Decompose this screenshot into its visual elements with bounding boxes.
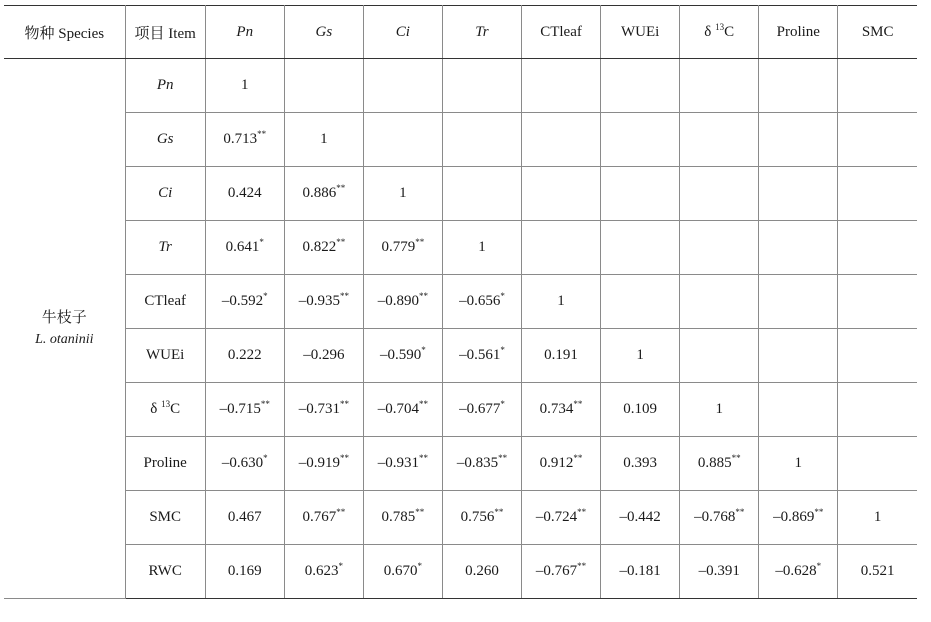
correlation-cell <box>759 437 838 491</box>
correlation-value: 1 <box>636 347 644 363</box>
correlation-value: –0.935 <box>298 293 340 309</box>
significance-marker: * <box>500 399 505 409</box>
row-item-label: CTleaf <box>125 275 205 329</box>
correlation-value: –0.677 <box>459 401 501 417</box>
correlation-value: –0.767 <box>535 563 578 579</box>
correlation-cell <box>284 275 363 329</box>
column-header: δ $^{13}$C <box>680 6 759 59</box>
row-item-label: WUEi <box>125 329 205 383</box>
correlation-cell <box>284 329 363 383</box>
correlation-cell <box>680 167 759 221</box>
correlation-cell <box>522 545 601 599</box>
correlation-cell <box>680 275 759 329</box>
correlation-cell <box>205 221 284 275</box>
correlation-cell <box>838 491 917 545</box>
correlation-cell <box>680 545 759 599</box>
correlation-cell <box>363 545 442 599</box>
correlation-cell <box>363 329 442 383</box>
correlation-cell <box>284 59 363 113</box>
correlation-cell <box>442 383 521 437</box>
correlation-value: 0.670 <box>383 563 418 579</box>
correlation-value: –0.869 <box>773 509 815 525</box>
correlation-value: 0.779 <box>381 239 416 255</box>
correlation-cell <box>680 437 759 491</box>
correlation-cell <box>442 221 521 275</box>
correlation-value: 0.734 <box>539 401 574 417</box>
correlation-cell <box>363 275 442 329</box>
correlation-value: –0.768 <box>694 509 736 525</box>
correlation-value: 0.713 <box>223 131 258 147</box>
correlation-cell <box>601 113 680 167</box>
table-row <box>4 491 917 545</box>
correlation-cell <box>363 221 442 275</box>
row-item-label: Ci <box>125 167 205 221</box>
correlation-cell <box>759 59 838 113</box>
significance-marker: ** <box>573 453 583 463</box>
column-header: Tr <box>442 6 521 59</box>
significance-marker: * <box>500 345 505 355</box>
species-latin-name: L. otaninii <box>35 331 94 347</box>
significance-marker: * <box>263 291 268 301</box>
significance-marker: ** <box>339 291 349 301</box>
correlation-value: 0.169 <box>227 563 262 579</box>
correlation-cell <box>522 167 601 221</box>
correlation-value: 0.767 <box>302 509 337 525</box>
correlation-cell <box>680 383 759 437</box>
header-row <box>4 6 917 59</box>
significance-marker: ** <box>498 453 508 463</box>
correlation-cell <box>838 545 917 599</box>
significance-marker: ** <box>339 453 349 463</box>
correlation-value: 0.822 <box>302 239 337 255</box>
correlation-value: 1 <box>399 185 407 201</box>
correlation-value: –0.731 <box>298 401 340 417</box>
significance-marker: ** <box>577 561 587 571</box>
species-cell <box>4 59 125 599</box>
correlation-value: 0.393 <box>623 455 657 471</box>
correlation-value: 0.885 <box>697 455 732 471</box>
correlation-cell <box>522 59 601 113</box>
correlation-table <box>4 5 917 599</box>
correlation-cell <box>205 59 284 113</box>
significance-marker: ** <box>814 507 824 517</box>
correlation-cell <box>363 167 442 221</box>
table-row <box>4 329 917 383</box>
significance-marker: * <box>259 237 264 247</box>
table-row <box>4 383 917 437</box>
table-row <box>4 113 917 167</box>
correlation-value: 1 <box>715 401 723 417</box>
correlation-cell <box>601 275 680 329</box>
correlation-value: –0.890 <box>377 293 420 309</box>
column-header: Gs <box>284 6 363 59</box>
correlation-cell <box>522 329 601 383</box>
significance-marker: ** <box>339 399 349 409</box>
correlation-cell <box>284 221 363 275</box>
correlation-cell <box>759 491 838 545</box>
column-header: CTleaf <box>522 6 601 59</box>
correlation-value: 0.109 <box>623 401 657 417</box>
table-row <box>4 221 917 275</box>
significance-marker: ** <box>419 291 429 301</box>
correlation-cell <box>601 383 680 437</box>
significance-marker: ** <box>419 453 429 463</box>
correlation-cell <box>601 221 680 275</box>
significance-marker: ** <box>336 507 346 517</box>
table-row <box>4 545 917 599</box>
correlation-value: 0.424 <box>227 185 262 201</box>
correlation-value: –0.724 <box>535 509 578 525</box>
correlation-value: –0.181 <box>619 563 661 579</box>
correlation-value: –0.442 <box>619 509 661 525</box>
correlation-cell <box>838 221 917 275</box>
correlation-cell <box>284 113 363 167</box>
significance-marker: ** <box>257 129 267 139</box>
correlation-cell <box>759 329 838 383</box>
correlation-cell <box>284 437 363 491</box>
correlation-value: 0.886 <box>302 185 337 201</box>
table-row <box>4 275 917 329</box>
correlation-cell <box>601 167 680 221</box>
correlation-value: 0.467 <box>227 509 262 525</box>
correlation-value: 1 <box>557 293 565 309</box>
significance-marker: ** <box>260 399 270 409</box>
column-header: 物种 Species <box>4 6 125 59</box>
correlation-value: –0.592 <box>221 293 264 309</box>
correlation-cell <box>680 221 759 275</box>
correlation-cell <box>442 167 521 221</box>
correlation-cell <box>442 491 521 545</box>
correlation-cell <box>680 59 759 113</box>
correlation-cell <box>759 545 838 599</box>
significance-marker: * <box>417 561 423 571</box>
correlation-cell <box>838 167 917 221</box>
row-item-label: RWC <box>125 545 205 599</box>
correlation-value: 1 <box>794 455 803 471</box>
significance-marker: ** <box>336 237 346 247</box>
correlation-value: –0.561 <box>459 347 501 363</box>
correlation-cell <box>522 113 601 167</box>
correlation-cell <box>759 167 838 221</box>
significance-marker: ** <box>336 183 346 193</box>
correlation-cell <box>838 275 917 329</box>
significance-marker: ** <box>494 507 504 517</box>
correlation-value: 0.260 <box>465 563 499 579</box>
correlation-cell <box>363 383 442 437</box>
significance-marker: ** <box>419 399 429 409</box>
correlation-value: –0.919 <box>298 455 340 471</box>
column-header: Ci <box>363 6 442 59</box>
correlation-value: 0.222 <box>227 347 262 363</box>
column-header: Proline <box>759 6 838 59</box>
column-header: SMC <box>838 6 917 59</box>
correlation-cell <box>601 329 680 383</box>
correlation-value: 1 <box>873 509 882 525</box>
correlation-cell <box>442 59 521 113</box>
significance-marker: ** <box>577 507 587 517</box>
significance-marker: ** <box>731 453 741 463</box>
correlation-value: –0.835 <box>456 455 499 471</box>
correlation-cell <box>363 437 442 491</box>
species-chinese-name: 牛枝子 <box>41 309 87 326</box>
correlation-cell <box>363 59 442 113</box>
correlation-value: –0.656 <box>459 293 501 309</box>
column-header: WUEi <box>601 6 680 59</box>
correlation-value: 0.623 <box>304 563 339 579</box>
correlation-value: 0.785 <box>381 509 416 525</box>
row-item-label: Proline <box>125 437 205 491</box>
correlation-cell <box>363 113 442 167</box>
correlation-cell <box>442 437 521 491</box>
table-row <box>4 437 917 491</box>
correlation-cell <box>205 113 284 167</box>
correlation-value: –0.715 <box>219 401 261 417</box>
significance-marker: * <box>338 561 343 571</box>
significance-marker: ** <box>415 507 425 517</box>
correlation-value: 1 <box>320 131 328 147</box>
correlation-cell <box>680 491 759 545</box>
table-row <box>4 59 917 113</box>
correlation-cell <box>205 167 284 221</box>
correlation-value: 1 <box>240 77 249 93</box>
correlation-value: 0.756 <box>460 509 495 525</box>
table-body <box>4 59 917 599</box>
correlation-value: –0.590 <box>380 347 422 363</box>
correlation-cell <box>601 491 680 545</box>
significance-marker: * <box>263 453 268 463</box>
correlation-cell <box>284 167 363 221</box>
correlation-cell <box>759 383 838 437</box>
significance-marker: ** <box>573 399 583 409</box>
correlation-value: –0.931 <box>377 455 420 471</box>
correlation-cell <box>522 491 601 545</box>
row-item-label: Gs <box>125 113 205 167</box>
correlation-value: –0.630 <box>221 455 264 471</box>
significance-marker: * <box>500 291 505 301</box>
correlation-cell <box>522 221 601 275</box>
correlation-cell <box>601 437 680 491</box>
correlation-cell <box>205 437 284 491</box>
correlation-cell <box>284 383 363 437</box>
correlation-cell <box>442 275 521 329</box>
correlation-value: 0.641 <box>225 239 260 255</box>
row-item-label: SMC <box>125 491 205 545</box>
significance-marker: * <box>421 345 426 355</box>
correlation-value: 0.521 <box>860 563 895 579</box>
column-header: 项目 Item <box>125 6 205 59</box>
correlation-cell <box>205 329 284 383</box>
correlation-value: –0.628 <box>775 563 817 579</box>
correlation-cell <box>522 437 601 491</box>
correlation-cell <box>205 275 284 329</box>
correlation-cell <box>759 221 838 275</box>
correlation-cell <box>522 275 601 329</box>
row-item-label: δ $^{13}$C <box>125 383 205 437</box>
correlation-value: –0.296 <box>303 347 345 363</box>
correlation-cell <box>838 437 917 491</box>
correlation-cell <box>759 113 838 167</box>
significance-marker: ** <box>735 507 745 517</box>
correlation-cell <box>838 329 917 383</box>
correlation-cell <box>601 545 680 599</box>
column-header: Pn <box>205 6 284 59</box>
correlation-value: –0.704 <box>377 401 420 417</box>
table-row <box>4 167 917 221</box>
correlation-cell <box>522 383 601 437</box>
table-header <box>4 6 917 59</box>
correlation-cell <box>284 545 363 599</box>
correlation-cell <box>205 383 284 437</box>
correlation-cell <box>442 329 521 383</box>
correlation-value: 0.191 <box>544 347 578 363</box>
correlation-cell <box>601 59 680 113</box>
correlation-cell <box>205 545 284 599</box>
correlation-cell <box>442 113 521 167</box>
row-item-label: Tr <box>125 221 205 275</box>
correlation-value: 0.912 <box>539 455 574 471</box>
correlation-cell <box>205 491 284 545</box>
row-item-label: Pn <box>125 59 205 113</box>
significance-marker: ** <box>415 237 425 247</box>
correlation-cell <box>363 491 442 545</box>
correlation-cell <box>838 59 917 113</box>
correlation-cell <box>680 113 759 167</box>
correlation-cell <box>838 113 917 167</box>
correlation-cell <box>680 329 759 383</box>
correlation-cell <box>284 491 363 545</box>
correlation-cell <box>759 275 838 329</box>
correlation-value: 1 <box>478 239 486 255</box>
correlation-value: –0.391 <box>698 563 740 579</box>
correlation-cell <box>442 545 521 599</box>
significance-marker: * <box>816 561 822 571</box>
correlation-cell <box>838 383 917 437</box>
